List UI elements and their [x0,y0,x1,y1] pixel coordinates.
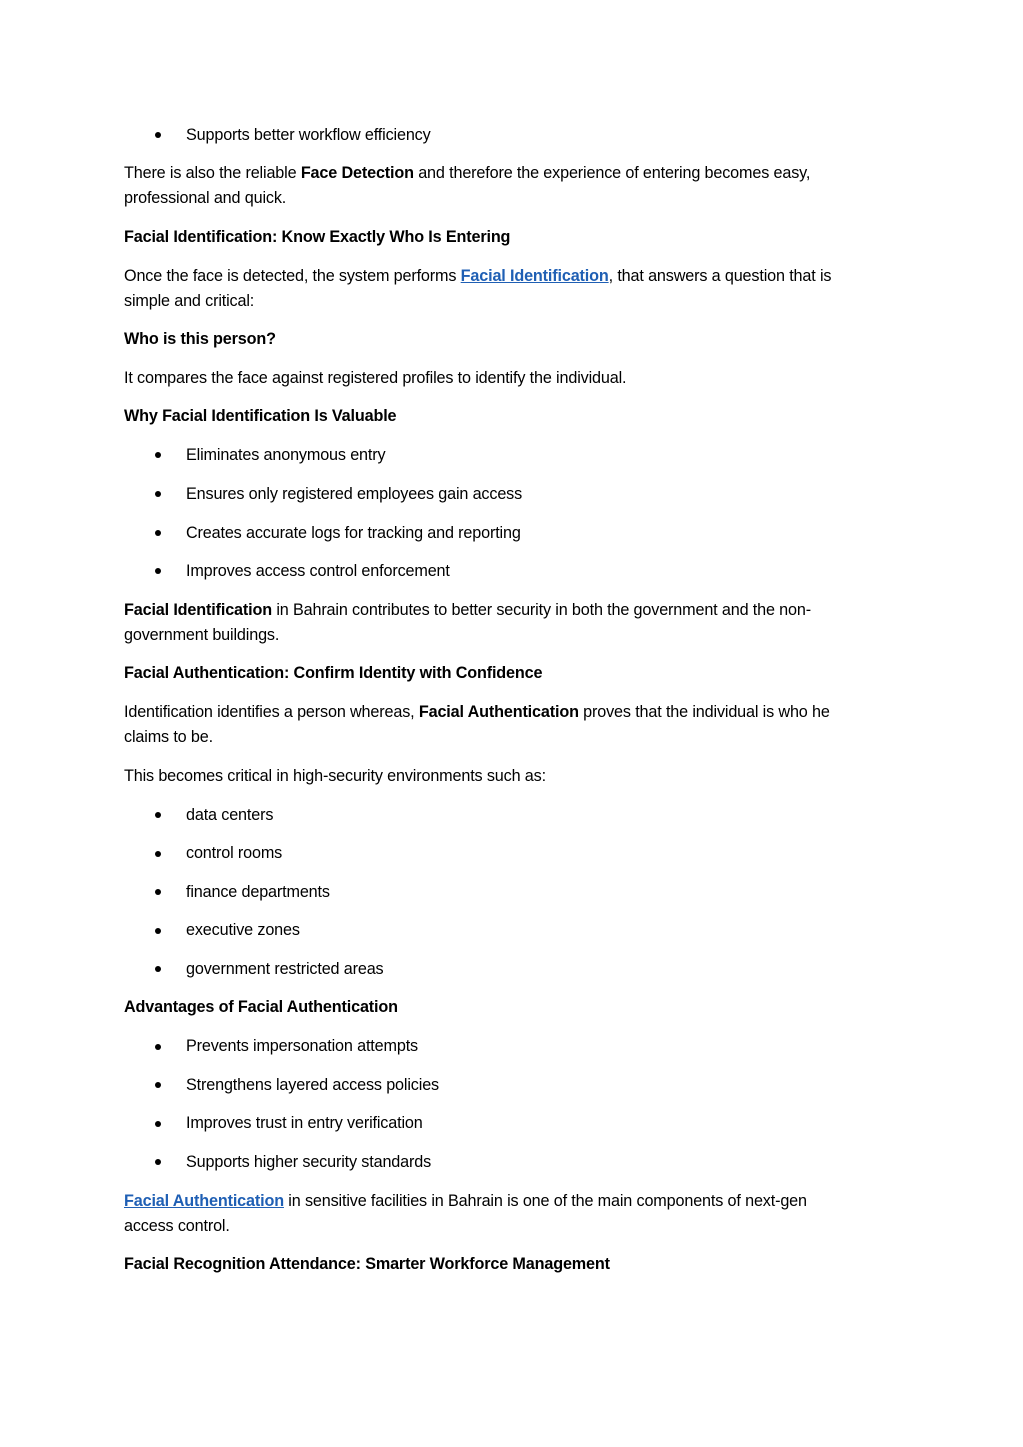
list-item: Prevents impersonation attempts [186,1037,418,1055]
paragraph-line: government buildings. [124,626,280,644]
list-item: Supports better workflow efficiency [186,126,431,144]
paragraph-compares: It compares the face against registered profiles to identify the individual. [124,369,627,387]
paragraph-critical: This becomes critical in high-security environments such as: [124,767,546,785]
list-item: government restricted areas [186,960,384,978]
bullet-icon [155,889,161,895]
bullet-icon [155,132,161,138]
bullet-icon [155,1159,161,1165]
list-item: Improves trust in entry verification [186,1114,423,1132]
list-item: Ensures only registered employees gain access [186,485,523,503]
list-item: data centers [186,806,274,824]
paragraph-line: professional and quick. [124,189,287,207]
question-who: Who is this person? [124,330,276,348]
paragraph-line: claims to be. [124,728,213,746]
heading-identification: Facial Identification: Know Exactly Who Is Entering [124,228,511,246]
list-item: Creates accurate logs for tracking and reporting [186,524,521,542]
list-item: Improves access control enforcement [186,562,450,580]
bullet-icon [155,530,161,536]
bullet-icon [155,812,161,818]
facial-identification-link[interactable]: Facial Identification [460,267,609,285]
bullet-icon [155,1044,161,1050]
list-item: Strengthens layered access policies [186,1076,439,1094]
bullet-icon [155,568,161,574]
bullet-icon [155,1082,161,1088]
bullet-icon [155,491,161,497]
heading-why: Why Facial Identification Is Valuable [124,407,397,425]
paragraph-line: simple and critical: [124,292,255,310]
paragraph-line: access control. [124,1217,230,1235]
facial-authentication-link[interactable]: Facial Authentication [124,1192,284,1210]
bullet-icon [155,928,161,934]
heading-authentication: Facial Authentication: Confirm Identity with Confidence [124,664,543,682]
list-item: finance departments [186,883,330,901]
list-item: Supports higher security standards [186,1153,432,1171]
list-item: Eliminates anonymous entry [186,446,386,464]
paragraph-identifies: Identification identifies a person whereas, Facial Authentication proves that the individual is who he [124,703,830,721]
list-item: control rooms [186,844,283,862]
heading-advantages: Advantages of Facial Authentication [124,998,398,1016]
paragraph-once: Once the face is detected, the system performs Facial Identification, that answers a question that is [124,267,832,285]
bullet-icon [155,851,161,857]
paragraph-bahrain: Facial Identification in Bahrain contributes to better security in both the government and the non- [124,601,811,619]
bullet-icon [155,1121,161,1127]
paragraph-sensitive: Facial Authentication in sensitive facilities in Bahrain is one of the main components of next-gen [124,1192,807,1210]
paragraph-face-detection: There is also the reliable Face Detection and therefore the experience of entering becomes easy, [124,164,811,182]
heading-attendance: Facial Recognition Attendance: Smarter Workforce Management [124,1255,610,1273]
bullet-icon [155,452,161,458]
list-item: executive zones [186,921,300,939]
bullet-icon [155,966,161,972]
